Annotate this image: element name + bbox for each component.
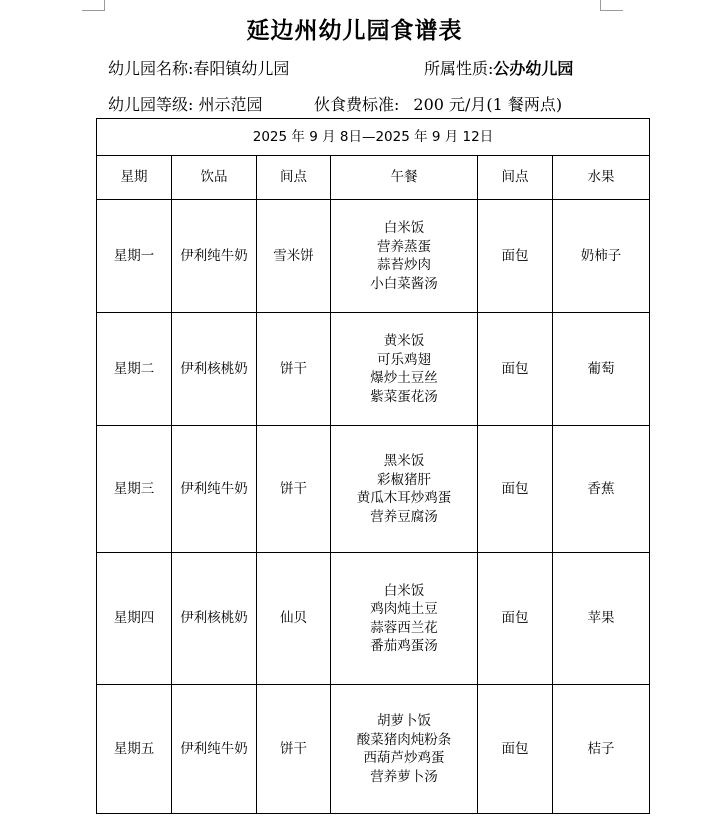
meal-fee-line xyxy=(314,95,562,115)
kindergarten-name-label: 幼儿园名称: xyxy=(108,59,194,78)
header-lunch: 午餐 xyxy=(331,156,478,200)
lunch-dish: 营养蒸蛋 xyxy=(377,238,431,255)
snack-morning-cell: 饼干 xyxy=(257,685,331,814)
meal-fee-label: 伙食费标准: xyxy=(314,95,400,114)
kindergarten-name-value: 春阳镇幼儿园 xyxy=(193,59,290,78)
document-title: 延边州幼儿园食谱表 xyxy=(246,17,463,44)
kindergarten-type-line xyxy=(424,59,573,79)
lunch-cell xyxy=(331,685,478,814)
kindergarten-type-value: 公办幼儿园 xyxy=(493,59,574,78)
lunch-dish: 黄瓜木耳炒鸡蛋 xyxy=(356,490,452,506)
weekday-cell: 星期三 xyxy=(97,426,172,553)
fruit-cell: 香蕉 xyxy=(553,426,650,553)
lunch-dish: 营养豆腐汤 xyxy=(370,508,438,525)
lunch-dish: 白米饭 xyxy=(383,582,425,599)
snack-afternoon-cell: 面包 xyxy=(478,200,553,313)
header-row xyxy=(97,156,650,200)
table-row xyxy=(97,553,650,685)
snack-morning-cell: 雪米饼 xyxy=(257,200,331,313)
header-drink: 饮品 xyxy=(172,156,257,200)
lunch-dish: 紫菜蛋花汤 xyxy=(370,388,438,405)
lunch-dish: 西葫芦炒鸡蛋 xyxy=(363,750,445,766)
weekday-cell: 星期四 xyxy=(97,553,172,685)
lunch-dish: 彩椒猪肝 xyxy=(377,471,431,488)
snack-afternoon-cell: 面包 xyxy=(478,553,553,685)
snack-afternoon-cell: 面包 xyxy=(478,426,553,553)
drink-cell: 伊利核桃奶 xyxy=(172,313,257,426)
lunch-cell xyxy=(331,553,478,685)
drink-cell: 伊利纯牛奶 xyxy=(172,200,257,313)
lunch-dish: 营养萝卜汤 xyxy=(370,768,438,785)
lunch-dish: 番茄鸡蛋汤 xyxy=(370,638,438,654)
weekday-cell: 星期二 xyxy=(97,313,172,426)
snack-morning-cell: 饼干 xyxy=(257,426,331,553)
lunch-dish: 鸡肉炖土豆 xyxy=(370,601,438,617)
header-fruit: 水果 xyxy=(553,156,650,200)
lunch-dish: 爆炒土豆丝 xyxy=(370,370,438,386)
fruit-cell: 苹果 xyxy=(553,553,650,685)
drink-cell: 伊利纯牛奶 xyxy=(172,685,257,814)
kindergarten-level-value: 州示范园 xyxy=(193,95,263,114)
table-row xyxy=(97,200,650,313)
lunch-dish: 酸菜猪肉炖粉条 xyxy=(356,731,452,748)
lunch-dish: 可乐鸡翅 xyxy=(377,351,431,368)
snack-morning-cell: 仙贝 xyxy=(257,553,331,685)
kindergarten-name-line xyxy=(108,59,289,79)
weekday-cell: 星期一 xyxy=(97,200,172,313)
lunch-dish: 蒜蓉西兰花 xyxy=(370,619,438,636)
page-corner-mark-left xyxy=(82,0,105,11)
table-row xyxy=(97,426,650,553)
drink-cell: 伊利核桃奶 xyxy=(172,553,257,685)
drink-cell: 伊利纯牛奶 xyxy=(172,426,257,553)
fruit-cell: 桔子 xyxy=(553,685,650,814)
lunch-dish: 黄米饭 xyxy=(383,333,425,349)
header-weekday: 星期 xyxy=(97,156,172,200)
header-snack-morning: 间点 xyxy=(257,156,331,200)
table-row xyxy=(97,685,650,814)
lunch-dish: 胡萝卜饭 xyxy=(377,713,431,729)
lunch-cell xyxy=(331,426,478,553)
lunch-dish: 白米饭 xyxy=(383,220,425,236)
header-snack-afternoon: 间点 xyxy=(478,156,553,200)
lunch-cell xyxy=(331,313,478,426)
kindergarten-level-line xyxy=(108,95,263,115)
page-corner-mark-right xyxy=(600,0,623,11)
date-range-cell: 2025 年 9 月 8日—2025 年 9 月 12日 xyxy=(97,119,650,156)
kindergarten-type-label: 所属性质: xyxy=(424,59,494,78)
lunch-dish: 蒜苔炒肉 xyxy=(377,257,431,273)
fruit-cell: 葡萄 xyxy=(553,313,650,426)
weekday-cell: 星期五 xyxy=(97,685,172,814)
menu-table xyxy=(96,118,650,814)
lunch-cell xyxy=(331,200,478,313)
snack-afternoon-cell: 面包 xyxy=(478,685,553,814)
table-row xyxy=(97,313,650,426)
kindergarten-level-label: 幼儿园等级: xyxy=(108,95,194,114)
snack-morning-cell: 饼干 xyxy=(257,313,331,426)
fruit-cell: 奶柿子 xyxy=(553,200,650,313)
meal-fee-value: 200 元/月(1 餐两点) xyxy=(413,95,563,114)
lunch-dish: 黑米饭 xyxy=(383,453,425,469)
date-range-row xyxy=(97,119,650,156)
snack-afternoon-cell: 面包 xyxy=(478,313,553,426)
lunch-dish: 小白菜酱汤 xyxy=(370,275,438,292)
